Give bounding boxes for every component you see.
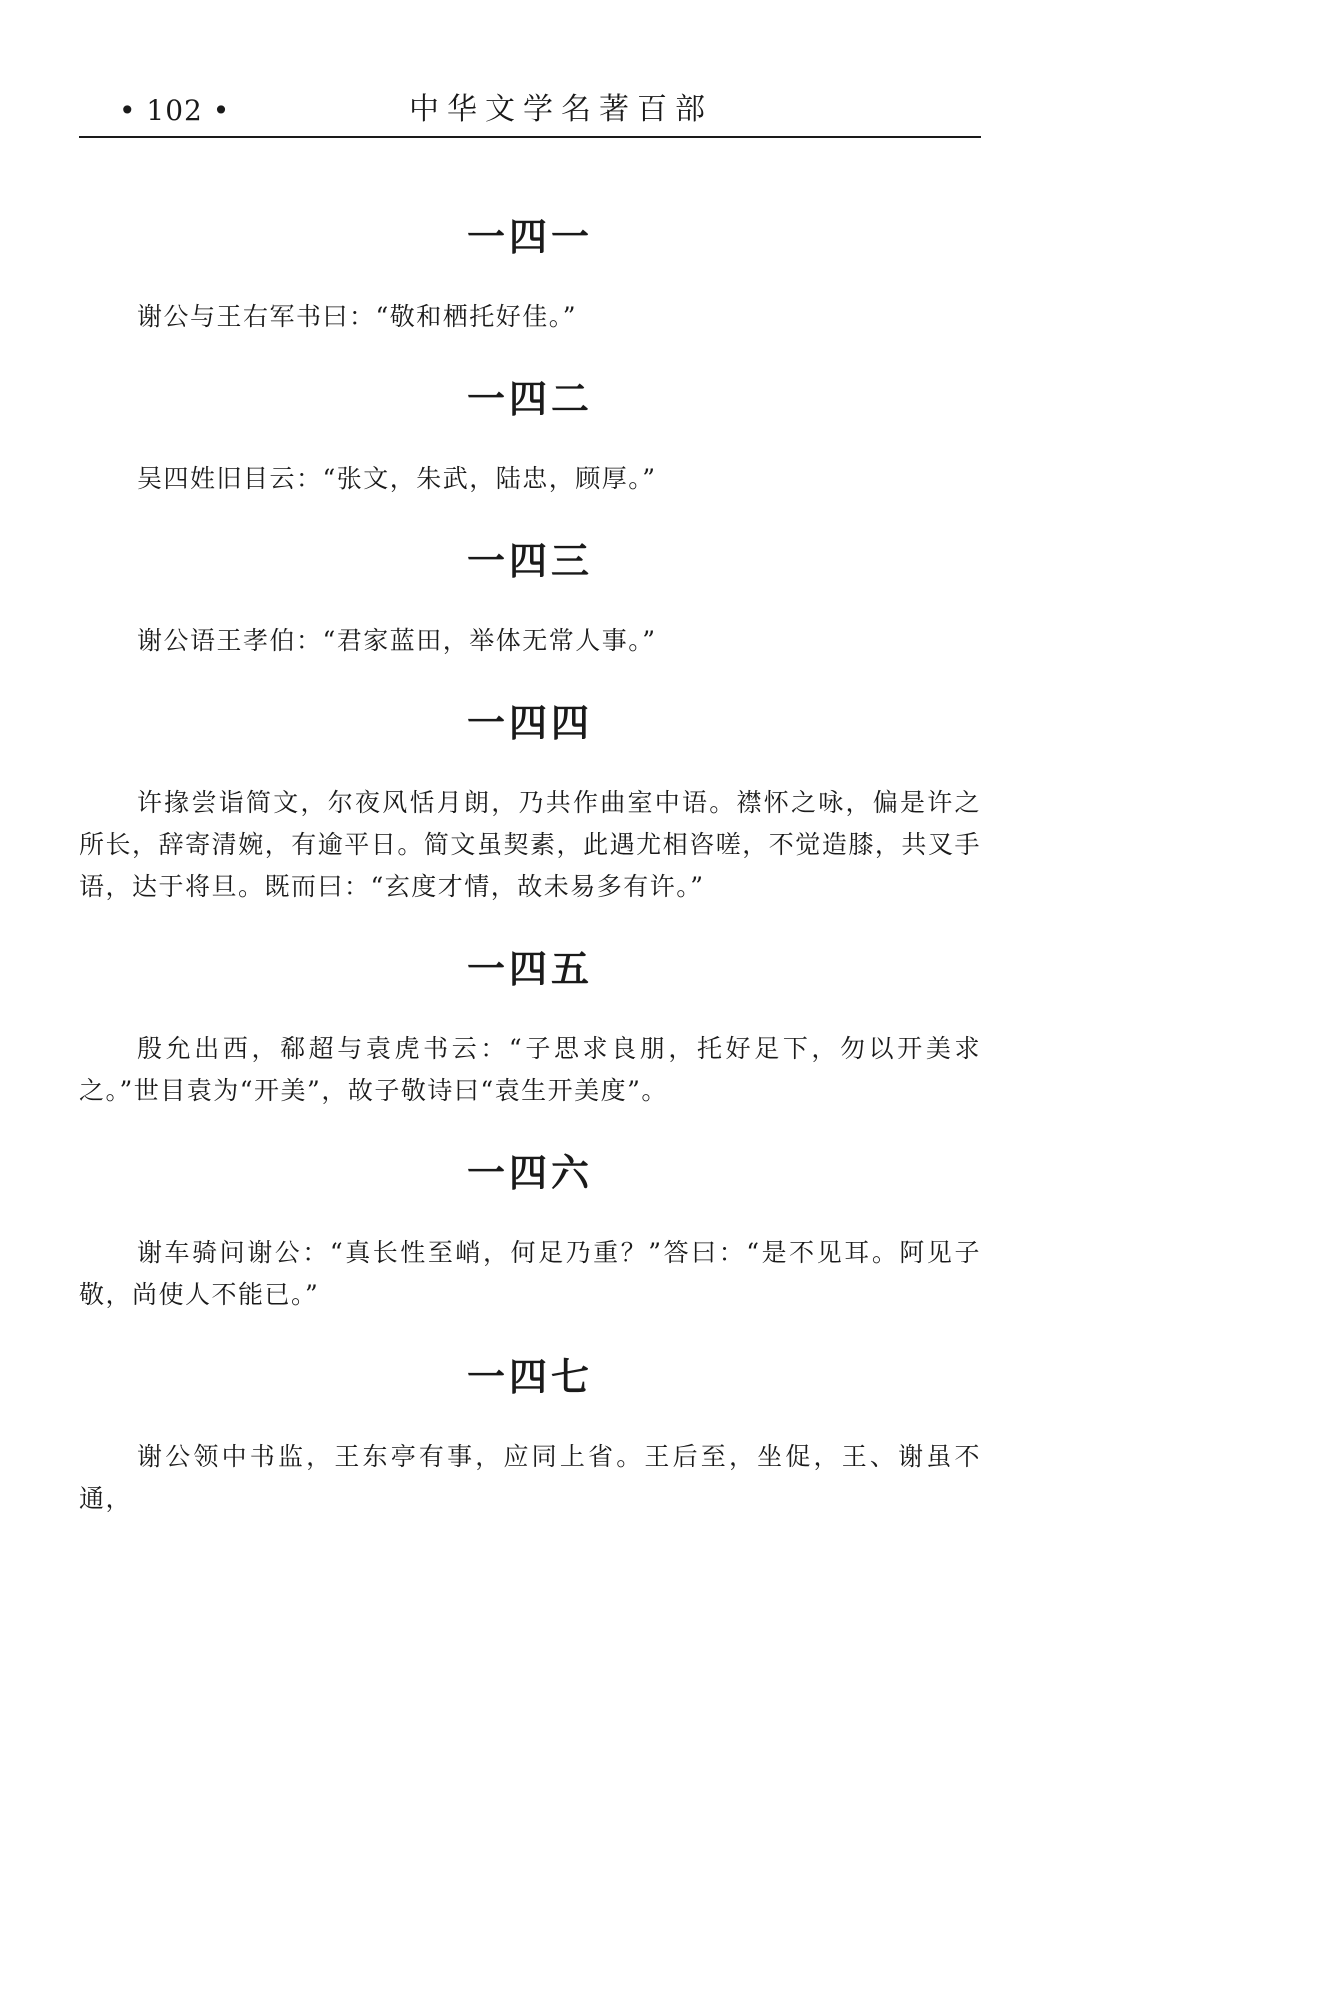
section-heading: 一四六 <box>466 1151 593 1195</box>
section-143 <box>79 538 981 662</box>
section-145 <box>79 946 981 1112</box>
section-text: 许掾尝诣简文，尔夜风恬月朗，乃共作曲室中语。襟怀之咏，偏是许之所长，辞寄清婉，有逾平日。简文虽契素，此遇尤相咨嗟，不觉造膝，共叉手语，达于将旦。既而曰：“玄度才情，故未易多有许。” <box>79 788 981 901</box>
section-141 <box>79 214 981 338</box>
section-text: 谢公语王孝伯：“君家蓝田，举体无常人事。” <box>137 626 657 655</box>
section-heading: 一四四 <box>466 701 593 745</box>
section-heading: 一四五 <box>466 947 593 991</box>
section-142 <box>79 376 981 500</box>
section-146 <box>79 1150 981 1316</box>
section-heading: 一四二 <box>466 377 593 421</box>
section-heading: 一四七 <box>466 1355 593 1399</box>
section-text: 谢车骑问谢公：“真长性至峭，何足乃重？”答曰：“是不见耳。阿见子敬，尚使人不能已。” <box>79 1238 981 1309</box>
section-text: 谢公与王右军书曰：“敬和栖托好佳。” <box>137 302 578 331</box>
page-header <box>79 82 981 138</box>
page-number: • 102 • <box>119 94 231 127</box>
section-text: 吴四姓旧目云：“张文，朱武，陆忠，顾厚。” <box>137 464 657 493</box>
section-text: 殷允出西，郗超与袁虎书云：“子思求良朋，托好足下，勿以开美求之。”世目袁为“开美”，故子敬诗曰“袁生开美度”。 <box>79 1034 981 1105</box>
section-text: 谢公领中书监，王东亭有事，应同上省。王后至，坐促，王、谢虽不通， <box>79 1442 981 1513</box>
section-144 <box>79 700 981 908</box>
section-heading: 一四三 <box>466 539 593 583</box>
section-147 <box>79 1354 981 1520</box>
book-title: 中华文学名著百部 <box>409 92 713 127</box>
section-heading: 一四一 <box>466 215 593 259</box>
page-body <box>79 200 981 1558</box>
